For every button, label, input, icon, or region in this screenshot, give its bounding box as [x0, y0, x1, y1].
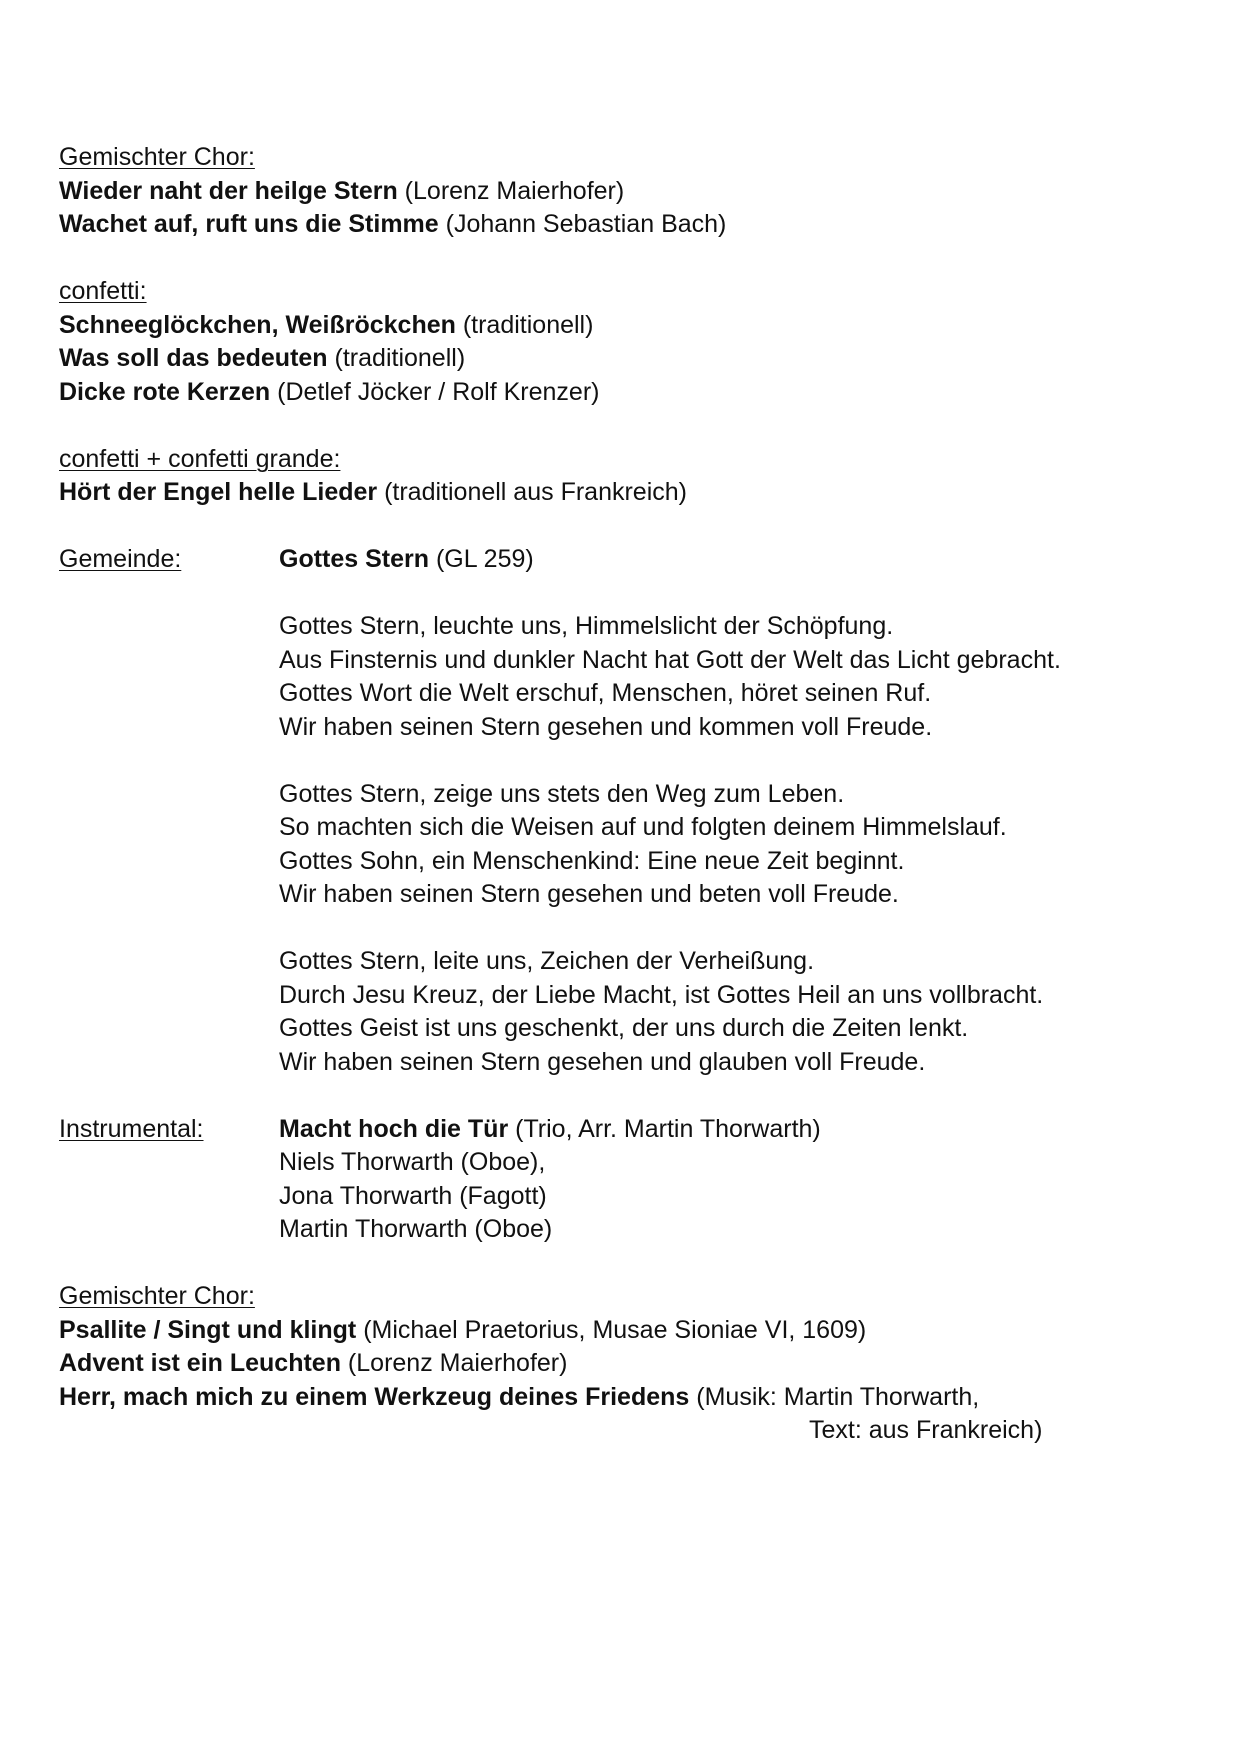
- instrumental-section: [59, 1113, 1209, 1247]
- lyric-line: Aus Finsternis und dunkler Nacht hat Gott der Welt das Licht gebracht.: [279, 645, 1061, 674]
- song-credit: (traditionell aus Frankreich): [377, 478, 687, 506]
- spacer: [279, 577, 1209, 611]
- song-credit: (traditionell): [455, 310, 594, 339]
- song-credit: (Musik: Martin Thorwarth,: [689, 1382, 980, 1411]
- spacer: [279, 744, 1209, 778]
- spacer: [59, 409, 1209, 443]
- spacer: [59, 1079, 1209, 1113]
- lyric-line: Gottes Wort die Welt erschuf, Menschen, höret seinen Ruf.: [279, 679, 932, 707]
- spacer: [59, 1247, 1209, 1281]
- song-credit: (Johann Sebastian Bach): [438, 210, 727, 238]
- lyric-line: Gottes Stern, leuchte uns, Himmelslicht der Schöpfung.: [279, 612, 894, 640]
- song-credit: (Trio, Arr. Martin Thorwarth): [508, 1114, 821, 1143]
- song-title: Advent ist ein Leuchten: [59, 1349, 341, 1377]
- section-label-instrumental: Instrumental:: [59, 1114, 204, 1143]
- song-credit: (traditionell): [327, 344, 466, 372]
- song-title: Schneeglöckchen, Weißröckchen: [59, 310, 456, 339]
- song-title: Was soll das bedeuten: [59, 344, 328, 372]
- lyric-line: Durch Jesu Kreuz, der Liebe Macht, ist Gottes Heil an uns vollbracht.: [279, 980, 1044, 1009]
- song-title: Dicke rote Kerzen: [59, 377, 271, 406]
- song-credit: (GL 259): [429, 545, 534, 573]
- song-title: Herr, mach mich zu einem Werkzeug deines Friedens: [59, 1382, 690, 1411]
- song-title: Wieder naht der heilge Stern: [59, 176, 398, 205]
- lyric-line: So machten sich die Weisen auf und folgten deinem Himmelslauf.: [279, 813, 1007, 841]
- lyric-line: Wir haben seinen Stern gesehen und glauben voll Freude.: [279, 1047, 926, 1076]
- song-credit: (Lorenz Maierhofer): [340, 1349, 568, 1377]
- program-item: [59, 342, 1209, 376]
- lyric-line: Gottes Geist ist uns geschenkt, der uns durch die Zeiten lenkt.: [279, 1014, 969, 1042]
- section-label-gemeinde: Gemeinde:: [59, 545, 182, 573]
- performer: Martin Thorwarth (Oboe): [279, 1215, 553, 1243]
- program-item: [279, 543, 1209, 577]
- program-item: [59, 1381, 1209, 1415]
- song-title: Wachet auf, ruft uns die Stimme: [59, 210, 439, 238]
- song-title: Psallite / Singt und klingt: [59, 1315, 357, 1344]
- program-item: [59, 476, 1209, 510]
- lyric-line: Wir haben seinen Stern gesehen und kommen voll Freude.: [279, 712, 933, 741]
- spacer: [59, 510, 1209, 544]
- section-heading-confetti: confetti:: [59, 277, 147, 305]
- section-heading-gemischter-chor-1: Gemischter Chor:: [59, 143, 255, 171]
- song-credit: (Lorenz Maierhofer): [397, 176, 625, 205]
- program-item: [59, 1347, 1209, 1381]
- program-item: [279, 1113, 1209, 1147]
- song-credit: (Detlef Jöcker / Rolf Krenzer): [270, 377, 600, 406]
- program-item: [59, 1314, 1209, 1348]
- spacer: [279, 912, 1209, 946]
- program-item: [59, 309, 1209, 343]
- section-heading-confetti-grande: confetti + confetti grande:: [59, 444, 341, 473]
- song-title: Hört der Engel helle Lieder: [59, 478, 378, 506]
- program-item: [59, 208, 1209, 242]
- program-item: [59, 376, 1209, 410]
- spacer: [59, 242, 1209, 276]
- lyric-line: Gottes Sohn, ein Menschenkind: Eine neue Zeit beginnt.: [279, 846, 905, 875]
- performer: Jona Thorwarth (Fagott): [279, 1181, 547, 1210]
- program-item: [59, 175, 1209, 209]
- credit-continuation: Text: aus Frankreich): [809, 1416, 1043, 1444]
- performer: Niels Thorwarth (Oboe),: [279, 1148, 546, 1176]
- lyric-line: Gottes Stern, zeige uns stets den Weg zum Leben.: [279, 779, 845, 808]
- lyric-line: Wir haben seinen Stern gesehen und beten voll Freude.: [279, 880, 899, 908]
- song-title: Gottes Stern: [279, 545, 430, 573]
- gemeinde-section: [59, 543, 1209, 1079]
- program-document: [59, 141, 1209, 1448]
- lyric-line: Gottes Stern, leite uns, Zeichen der Verheißung.: [279, 947, 815, 975]
- song-credit: (Michael Praetorius, Musae Sioniae VI, 1609): [356, 1315, 867, 1344]
- song-title: Macht hoch die Tür: [279, 1114, 509, 1143]
- section-heading-gemischter-chor-2: Gemischter Chor:: [59, 1282, 255, 1310]
